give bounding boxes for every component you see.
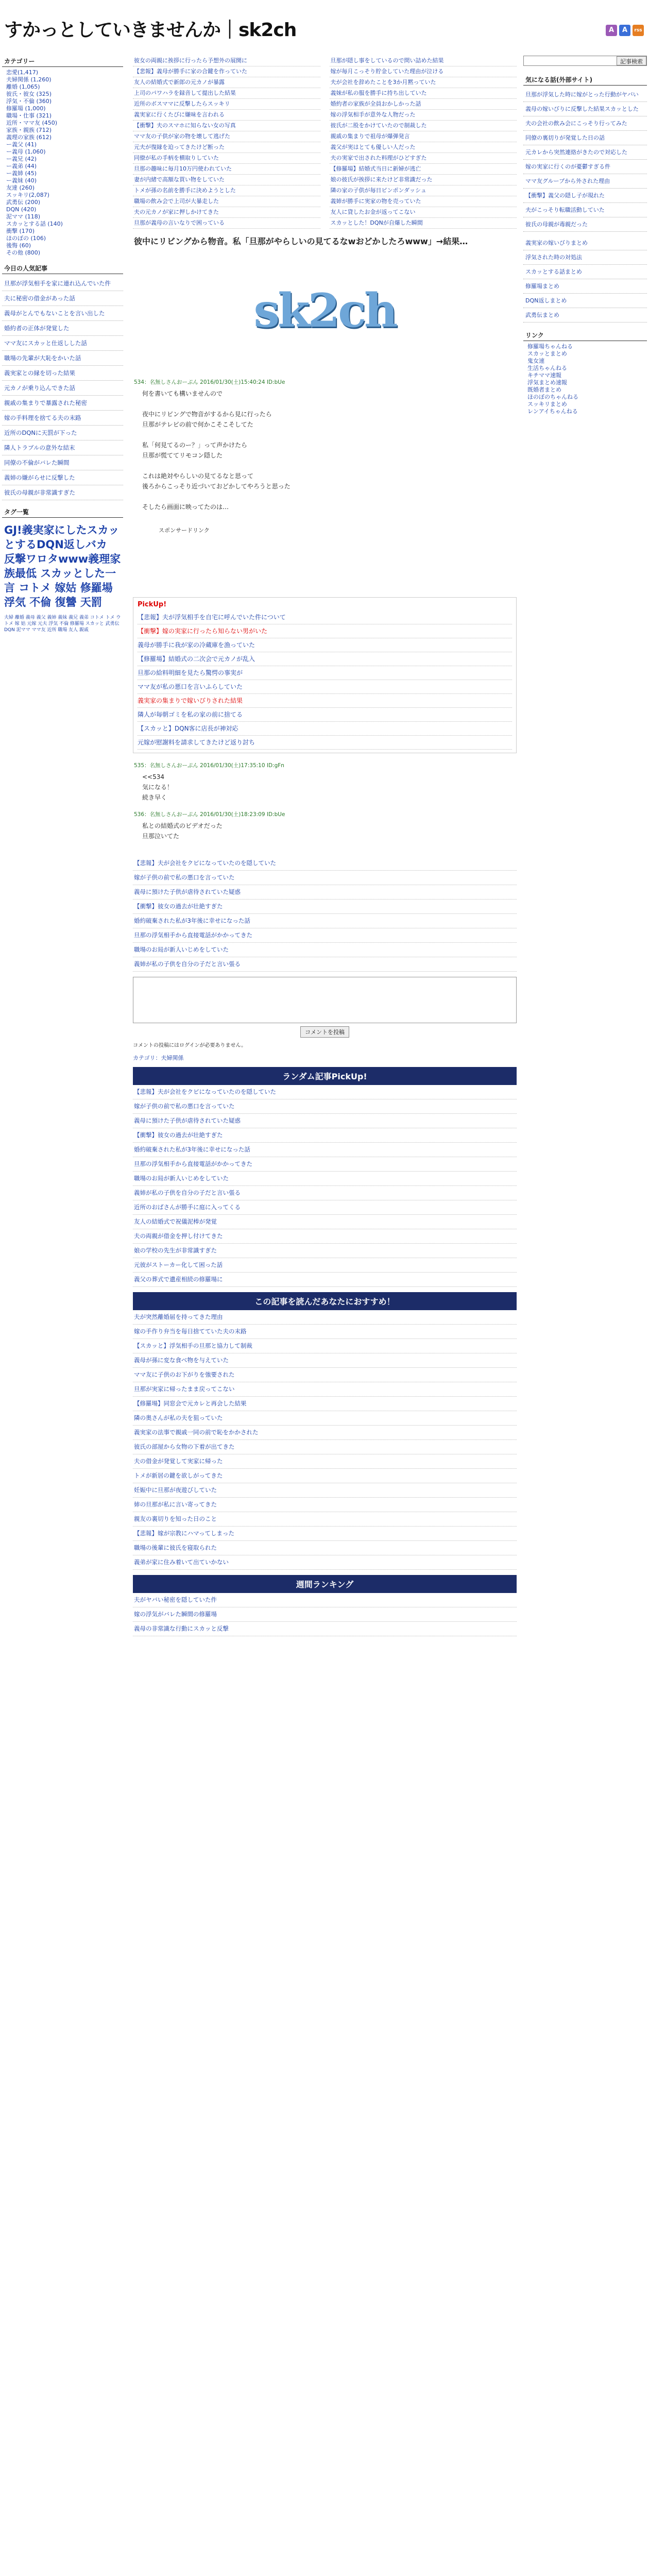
site-title[interactable]: すかっとしていきませんか｜sk2ch <box>4 20 297 41</box>
pickup-link[interactable]: 隣人が毎朝ゴミを私の家の前に捨てる <box>138 708 512 722</box>
category-list <box>2 69 123 257</box>
recent-list <box>2 276 123 500</box>
recommend-link[interactable]: 嫁の手作り弁当を毎日捨てていた夫の末路 <box>133 1325 517 1339</box>
feed-item[interactable]: 旦那の趣味に毎月10万円使われていた <box>133 164 320 175</box>
post-header: 534：名無しさんおーぷん 2016/01/30(土)15:40:24 ID:bUe <box>134 379 285 385</box>
popular-list <box>133 1593 517 1636</box>
feed-item[interactable]: スカッとした！DQNが自爆した瞬間 <box>330 218 517 229</box>
recommend-link[interactable]: 【悲報】嫁が宗教にハマってしまった <box>133 1527 517 1541</box>
featured-link[interactable]: 同僚の裏切りが発覚した日の話 <box>523 131 647 145</box>
pickup-box <box>133 597 517 753</box>
related-link[interactable]: 【衝撃】彼女の過去が壮絶すぎた <box>133 900 517 914</box>
recent-article-link[interactable]: ママ友にスカッと仕返しした話 <box>2 336 123 351</box>
post-line: 私との結婚式のビデオだった <box>142 822 223 829</box>
post-line: 何を書いても構いませんので <box>142 390 223 397</box>
pickup-link[interactable]: 【修羅場】結婚式の二次会で元カノが乱入 <box>138 652 512 666</box>
recommend-link[interactable]: 職場の後輩に彼氏を寝取られた <box>133 1541 517 1555</box>
pickup-list <box>138 611 512 750</box>
pickup-link[interactable]: 【悲報】夫が浮気相手を自宅に呼んでいた件について <box>138 611 512 624</box>
sidebar-link[interactable]: 鬼女速 <box>527 358 544 364</box>
feed-item[interactable]: 義父が実はとても優しい人だった <box>330 142 517 153</box>
post-line: 後ろからこっそり近づいておどかしてやろうと思った <box>142 483 291 490</box>
post-header: 536：名無しさんおーぷん 2016/01/30(土)18:23:09 ID:bUe <box>134 811 285 818</box>
recent-article-link[interactable]: 近所のDQNに天罰が下った <box>2 426 123 440</box>
featured-link[interactable]: 夫がこっそり転職活動していた <box>523 203 647 217</box>
recommend-link[interactable]: 義弟が家に住み着いて出ていかない <box>133 1555 517 1570</box>
sidebar-link[interactable]: 既婚者まとめ <box>527 386 561 393</box>
featured-link[interactable]: 旦那が浮気した時に嫁がとった行動がヤバい <box>523 88 647 102</box>
font-size-button[interactable]: A <box>606 25 617 36</box>
random-link[interactable]: 義母に預けた子供が虐待されていた疑惑 <box>133 1114 517 1128</box>
category-item[interactable]: ほのぼの (106) <box>6 235 46 242</box>
post-line: 旦那が慌ててリモコン隠した <box>142 452 223 459</box>
recent-article-link[interactable]: 職場の先輩が大恥をかいた話 <box>2 351 123 366</box>
category-item[interactable]: その他 (800) <box>6 249 41 256</box>
recent-article-link[interactable]: 義姉の嫌がらせに反撃した <box>2 470 123 485</box>
related-link[interactable]: 職場のお局が新人いじめをしていた <box>133 943 517 957</box>
post-line: 気になる！ <box>142 784 174 791</box>
random-link[interactable]: 近所のおばさんが勝手に庭に入ってくる <box>133 1200 517 1215</box>
post-line: <<534 <box>142 773 165 781</box>
featured-link[interactable]: 嫁の実家に行くのが憂鬱すぎる件 <box>523 160 647 174</box>
post-body <box>133 772 517 802</box>
related-link[interactable]: 嫁が子供の前で私の悪口を言っていた <box>133 871 517 885</box>
recommend-link[interactable]: トメが新居の鍵を欲しがってきた <box>133 1469 517 1483</box>
recommend-link[interactable]: 旦那が実家に帰ったまま戻ってこない <box>133 1382 517 1397</box>
recent-article-link[interactable]: 親戚の集まりで暴露された秘密 <box>2 396 123 411</box>
feed-item[interactable]: 【修羅場】結婚式当日に新婦が逃亡 <box>330 164 517 175</box>
feed-item[interactable]: 同僚が私の手柄を横取りしていた <box>133 153 320 164</box>
feed-item[interactable]: 義実家に行くたびに嫌味を言われる <box>133 110 320 121</box>
recent-article-link[interactable]: 義実家との縁を切った結果 <box>2 366 123 381</box>
popular-heading: 週間ランキング <box>133 1575 517 1593</box>
category-item[interactable]: 離婚 (1,065) <box>6 83 40 90</box>
feed-item[interactable]: 【悲報】義母が勝手に家の合鍵を作っていた <box>133 66 320 77</box>
post-line <box>142 492 517 501</box>
post-body <box>133 389 517 512</box>
pickup-link[interactable]: 旦那の給料明細を見たら驚愕の事実が <box>138 666 512 680</box>
tag-cloud-small[interactable]: 夫婦 離婚 義母 義父 義姉 義妹 義兄 義弟 コトメ トメ ウトメ 嫁 姑 元嫁 元夫 浮気 不倫 修羅場 スカッと 武勇伝 DQN 泥ママ ママ友 近所 職場 友人 親戚 <box>4 615 121 633</box>
recommend-link[interactable]: 彼氏の部屋から女物の下着が出てきた <box>133 1440 517 1454</box>
feed-item[interactable]: 親戚の集まりで祖母が爆弾発言 <box>330 131 517 142</box>
tag-cloud-large[interactable]: GJ!義実家にしたスカッとするDQN返しバカ 反撃ワロタwww義理家族最低 スカッとした一言 コトメ 嫁姑 修羅場 浮気 不倫 復讐 天罰 <box>4 524 121 608</box>
feed-item[interactable]: 元夫が復縁を迫ってきたけど断った <box>133 142 320 153</box>
recent-article-link[interactable]: 隣人トラブルの意外な結末 <box>2 440 123 455</box>
recommend-link[interactable]: 隣の奥さんが私の夫を狙っていた <box>133 1411 517 1426</box>
recent-article-link[interactable]: 義母がとんでもないことを言い出した <box>2 306 123 321</box>
pickup-link[interactable]: 義実家の集まりで嫁いびりされた結果 <box>138 694 512 708</box>
random-link[interactable]: 【悲報】夫が会社をクビになっていたのを隠していた <box>133 1085 517 1099</box>
recommend-link[interactable]: 【スカッと】浮気相手の旦那と協力して制裁 <box>133 1339 517 1353</box>
featured-link[interactable]: 【衝撃】義父の隠し子が現れた <box>523 189 647 203</box>
pickup-link[interactable]: ママ友が私の悪口を言いふらしていた <box>138 680 512 694</box>
post-line <box>142 430 517 439</box>
recommend-heading: この記事を読んだあなたにおすすめ！ <box>133 1292 517 1310</box>
category-item[interactable]: スカッとする話 (140) <box>6 221 63 227</box>
feed-item[interactable]: ママ友の子供が家の物を壊して逃げた <box>133 131 320 142</box>
featured-link[interactable]: 元カレから突然連絡がきたので対応した <box>523 145 647 160</box>
category-item[interactable]: 後悔 (60) <box>6 242 31 249</box>
feed-item[interactable]: 近所のボスママに反撃したらスッキリ <box>133 99 320 110</box>
category-item[interactable]: 彼氏・彼女 (325) <box>6 91 52 97</box>
feed-item[interactable]: 隣の家の子供が毎日ピンポンダッシュ <box>330 185 517 196</box>
random-link[interactable]: 婚約破棄された私が3年後に幸せになった話 <box>133 1143 517 1157</box>
featured-small-link[interactable]: 修羅場まとめ <box>523 279 647 294</box>
category-item[interactable]: 家族・親族 (712) <box>6 127 52 133</box>
related-link[interactable]: 旦那の浮気相手から直接電話がかかってきた <box>133 928 517 943</box>
random-link[interactable]: 友人の結婚式で祝儀泥棒が発覚 <box>133 1215 517 1229</box>
category-item[interactable]: 衝撃 (170) <box>6 228 35 234</box>
feed-item[interactable]: 【衝撃】夫のスマホに知らない女の写真 <box>133 121 320 131</box>
category-item[interactable]: 恋愛(1,417) <box>6 69 39 76</box>
post-line: 続き早く <box>142 794 167 801</box>
random-heading: ランダム記事PickUp! <box>133 1067 517 1085</box>
featured-small-link[interactable]: 武勇伝まとめ <box>523 308 647 323</box>
comment-submit-button[interactable]: コメントを投稿 <box>300 1026 349 1038</box>
post-line: 夜中にリビングで物音がするから見に行ったら <box>142 411 272 418</box>
random-link[interactable]: 娘の学校の先生が非常識すぎた <box>133 1244 517 1258</box>
recent-article-link[interactable]: 婚約者の正体が発覚した <box>2 321 123 336</box>
featured-small-link[interactable]: 浮気された時の対処法 <box>523 250 647 265</box>
search-button[interactable]: 記事検索 <box>617 56 646 65</box>
post-line: これは絶対やらしいの見てるなと思って <box>142 472 254 480</box>
recommend-link[interactable]: 姉の旦那が私に言い寄ってきた <box>133 1498 517 1512</box>
category-item[interactable]: 浮気・不倫 (360) <box>6 98 52 105</box>
feed-item[interactable]: 旦那が隠し事をしているので問い詰めた結果 <box>330 56 517 66</box>
featured-small-list <box>523 236 647 323</box>
feed-item[interactable]: トメが孫の名前を勝手に決めようとした <box>133 185 320 196</box>
article-title: 彼中にリビングから物音。私「旦那がやらしいの見てるなwおどかしたろwww」→結果… <box>134 236 468 246</box>
related-link[interactable]: 義母に預けた子供が虐待されていた疑惑 <box>133 885 517 900</box>
featured-link[interactable]: 義母の嫁いびりに反撃した結果スカッとした <box>523 102 647 116</box>
category-item[interactable]: 泥ママ (118) <box>6 213 41 220</box>
featured-link[interactable]: 夫の会社の飲み会にこっそり行ってみた <box>523 116 647 131</box>
feed-item[interactable]: 義妹が私の服を勝手に持ち出していた <box>330 88 517 99</box>
category-item[interactable]: 武勇伝 (200) <box>6 199 41 206</box>
sidebar-link[interactable]: 修羅場ちゃんねる <box>527 343 573 350</box>
post-line: 旦那がテレビの前で何かこそこそしてた <box>142 421 253 428</box>
recommend-link[interactable]: 【修羅場】同窓会で元カレと再会した結果 <box>133 1397 517 1411</box>
categories-heading: カテゴリー <box>2 56 123 67</box>
pickup-link[interactable]: 【衝撃】嫁の実家に行ったら知らない男がいた <box>138 624 512 638</box>
links-list <box>523 343 647 415</box>
post-body <box>133 821 517 841</box>
random-link[interactable]: 【衝撃】彼女の過去が壮絶すぎた <box>133 1128 517 1143</box>
post-line: そしたら画面に映ってたのは… <box>142 503 229 511</box>
category-item[interactable]: ー義父 (41) <box>6 141 37 148</box>
headline-feed <box>133 56 517 229</box>
category-item[interactable]: 友達 (260) <box>6 184 35 191</box>
post <box>133 761 517 802</box>
featured-small-link[interactable]: DQN返しまとめ <box>523 294 647 308</box>
feed-item[interactable]: 夫の元カノが家に押しかけてきた <box>133 207 320 218</box>
random-link[interactable]: 嫁が子供の前で私の悪口を言っていた <box>133 1099 517 1114</box>
sponsor-label: スポンサードリンク <box>159 527 210 534</box>
sidebar-link[interactable]: ほのぼのちゃんねる <box>527 394 578 400</box>
feed-item[interactable]: 夫が会社を辞めたことを3か月黙っていた <box>330 77 517 88</box>
category-item[interactable]: 夫婦関係 (1,260) <box>6 76 52 83</box>
related-link[interactable]: 婚約破棄された私が3年後に幸せになった話 <box>133 914 517 928</box>
sidebar-link[interactable]: レンアイちゃんねる <box>527 408 578 415</box>
featured-list <box>523 88 647 232</box>
search-box[interactable] <box>523 56 647 66</box>
sidebar-link[interactable]: キチママ速報 <box>527 372 561 379</box>
site-header <box>0 0 649 52</box>
category-item[interactable]: DQN (420) <box>6 206 37 213</box>
popular-link[interactable]: 嫁の浮気がバレた瞬間の修羅場 <box>133 1607 517 1622</box>
feed-item[interactable]: 夫の実家で出された料理がひどすぎた <box>330 153 517 164</box>
logo-area <box>133 251 517 370</box>
category-item[interactable]: 修羅場 (1,000) <box>6 105 46 112</box>
random-link[interactable]: 義父の葬式で遺産相続の修羅場に <box>133 1273 517 1287</box>
pickup-link[interactable]: 元嫁が慰謝料を請求してきたけど返り討ち <box>138 736 512 750</box>
random-link[interactable]: 元彼がストーカー化して困った話 <box>133 1258 517 1273</box>
main-column <box>133 56 517 1636</box>
feed-item[interactable]: 友人に貸したお金が返ってこない <box>330 207 517 218</box>
recommend-link[interactable]: 夫が突然離婚届を持ってきた理由 <box>133 1310 517 1325</box>
recommend-link[interactable]: 義母が孫に変な食べ物を与えていた <box>133 1353 517 1368</box>
random-link[interactable]: 夫の両親が借金を押し付けてきた <box>133 1229 517 1244</box>
pickup-link[interactable]: 【スカッと】DQN客に店長が神対応 <box>138 722 512 736</box>
featured-link[interactable]: 彼氏の母親が毒親だった <box>523 217 647 232</box>
random-link[interactable]: 職場のお局が新人いじめをしていた <box>133 1172 517 1186</box>
feed-item[interactable]: 嫁が毎月こっそり貯金していた理由が泣ける <box>330 66 517 77</box>
feed-item[interactable]: 友人の結婚式で新郎の元カノが暴露 <box>133 77 320 88</box>
random-link[interactable]: 旦那の浮気相手から直接電話がかかってきた <box>133 1157 517 1172</box>
pickup-link[interactable]: 義母が勝手に我が家の冷蔵庫を漁っていた <box>138 638 512 652</box>
featured-heading: 気になる話(外部サイト) <box>523 74 647 86</box>
category-item[interactable]: 職場・仕事 (321) <box>6 112 52 119</box>
left-sidebar <box>2 56 123 635</box>
feed-item[interactable]: 嫁の浮気相手が意外な人物だった <box>330 110 517 121</box>
feed-item[interactable]: 彼女の両親に挨拶に行ったら予想外の展開に <box>133 56 320 66</box>
category-item[interactable]: ー義姉 (45) <box>6 170 37 177</box>
post-line: 私「何見てるのー？」って声かけたら <box>142 442 248 449</box>
featured-small-link[interactable]: スカッとする話まとめ <box>523 265 647 279</box>
feed-item[interactable]: 娘の彼氏が挨拶に来たけど非常識だった <box>330 175 517 185</box>
links-heading: リンク <box>523 330 647 341</box>
category-link[interactable]: カテゴリ：夫婦関係 <box>133 1055 184 1061</box>
featured-link[interactable]: ママ友グループから外された理由 <box>523 174 647 189</box>
right-sidebar <box>523 56 647 415</box>
feed-item[interactable]: 旦那が義母の言いなりで困っている <box>133 218 320 229</box>
related-link[interactable]: 【悲報】夫が会社をクビになっていたのを隠していた <box>133 856 517 871</box>
post-line <box>142 461 517 470</box>
category-item[interactable]: ー義母 (1,060) <box>6 148 46 155</box>
recommend-link[interactable]: ママ友に子供のお下がりを強要された <box>133 1368 517 1382</box>
recent-article-link[interactable]: 彼氏の母親が非常識すぎた <box>2 485 123 500</box>
post-line <box>142 399 517 409</box>
recent-article-link[interactable]: 夫に秘密の借金があった話 <box>2 291 123 306</box>
post-header: 535：名無しさんおーぷん 2016/01/30(土)17:35:10 ID:gFn <box>134 762 284 769</box>
recent-article-link[interactable]: 旦那が浮気相手を家に連れ込んでいた件 <box>2 276 123 291</box>
post-line: 旦那泣いてた <box>142 833 180 840</box>
recent-heading: 今日の人気記事 <box>2 263 123 274</box>
feed-item[interactable]: 職場の飲み会で上司が大暴走した <box>133 196 320 207</box>
post <box>133 378 517 512</box>
popular-link[interactable]: 義母の非常識な行動にスカッと反撃 <box>133 1622 517 1636</box>
random-list <box>133 1085 517 1287</box>
sidebar-link[interactable]: 生活ちゃんねる <box>527 365 567 371</box>
category-item[interactable]: 近所・ママ友 (450) <box>6 120 58 126</box>
post <box>133 810 517 841</box>
sidebar-link[interactable]: スカッとまとめ <box>527 350 567 357</box>
feed-item[interactable]: 婚約者の家族が全員おかしかった話 <box>330 99 517 110</box>
comment-note: コメントの投稿にはログインが必要ありません。 <box>133 1043 247 1048</box>
related-list <box>133 856 517 972</box>
tag-heading: タグ一覧 <box>2 506 123 518</box>
category-item[interactable]: ー義弟 (44) <box>6 163 37 170</box>
recent-article-link[interactable]: 同僚の不倫がバレた瞬間 <box>2 455 123 470</box>
category-item[interactable]: ー義兄 (42) <box>6 156 37 162</box>
category-item[interactable]: スッキリ(2,087) <box>6 192 49 198</box>
recommend-link[interactable]: 親友の裏切りを知った日のこと <box>133 1512 517 1527</box>
sidebar-link[interactable]: スッキリまとめ <box>527 401 567 408</box>
popular-link[interactable]: 夫がヤバい秘密を隠していた件 <box>133 1593 517 1607</box>
feed-item[interactable]: 上司のパワハラを録音して提出した結果 <box>133 88 320 99</box>
recent-article-link[interactable]: 元カノが乗り込んできた話 <box>2 381 123 396</box>
recommend-link[interactable]: 義実家の法事で親戚一同の前で恥をかかされた <box>133 1426 517 1440</box>
recent-article-link[interactable]: 嫁の手料理を捨てる夫の末路 <box>2 411 123 426</box>
random-link[interactable]: 義姉が私の子供を自分の子だと言い張る <box>133 1186 517 1200</box>
feed-item[interactable]: 彼氏が二股をかけていたので制裁した <box>330 121 517 131</box>
category-item[interactable]: 義理の家族 (612) <box>6 134 52 141</box>
site-logo: sk2ch <box>253 283 396 338</box>
feed-item[interactable]: 妻が内緒で高額な買い物をしていた <box>133 175 320 185</box>
featured-small-link[interactable]: 義実家の嫁いびりまとめ <box>523 236 647 250</box>
category-item[interactable]: ー義妹 (40) <box>6 177 37 184</box>
recommend-list <box>133 1310 517 1570</box>
feed-item[interactable]: 義姉が勝手に実家の物を売っていた <box>330 196 517 207</box>
recommend-link[interactable]: 夫の借金が発覚して実家に帰った <box>133 1454 517 1469</box>
sidebar-link[interactable]: 浮気まとめ速報 <box>527 379 567 386</box>
related-link[interactable]: 義姉が私の子供を自分の子だと言い張る <box>133 957 517 972</box>
pickup-heading: PickUp! <box>138 601 167 608</box>
comment-textarea[interactable] <box>133 977 517 1023</box>
rss-icon[interactable]: rss <box>633 25 644 36</box>
header-buttons <box>606 25 644 36</box>
font-size-large-button[interactable]: A <box>619 25 630 36</box>
recommend-link[interactable]: 妊娠中に旦那が夜遊びしていた <box>133 1483 517 1498</box>
